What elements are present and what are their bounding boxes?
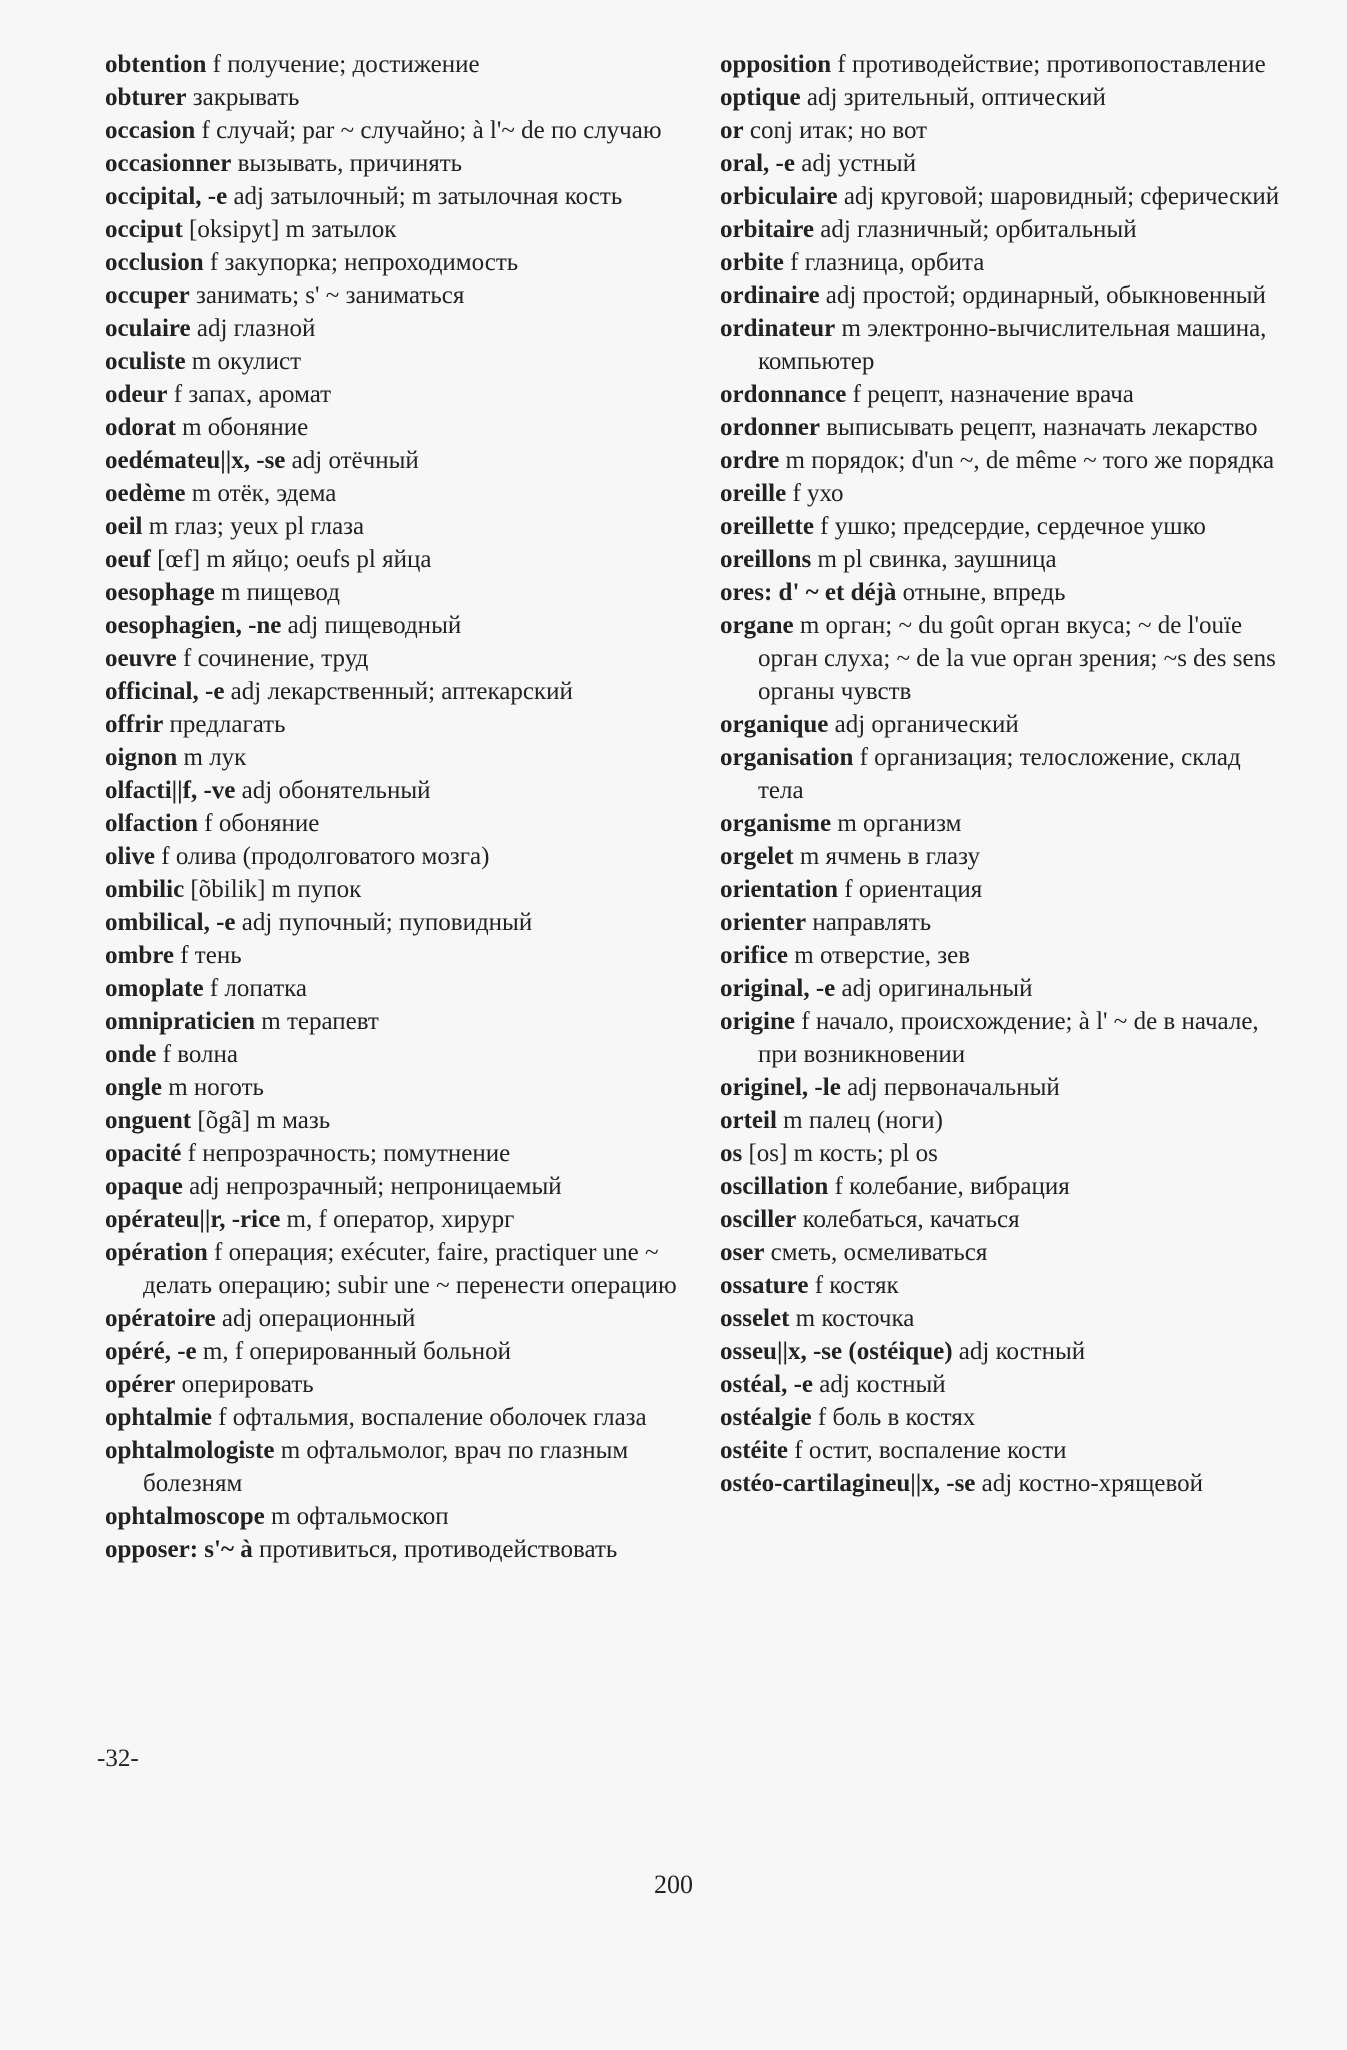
dictionary-entry (105, 675, 705, 708)
entry-headword: ordre (720, 447, 780, 474)
entry-translation: f начало, происхождение; à l' ~ de в начале, при возникновении (758, 1008, 1259, 1068)
entry-headword: ophtalmie (105, 1404, 212, 1431)
dictionary-entry (105, 807, 705, 840)
entry-headword: orientation (720, 876, 839, 903)
dictionary-entry (105, 1434, 705, 1500)
dictionary-entry (720, 1302, 1280, 1335)
dictionary-entry (105, 147, 705, 180)
dictionary-entry (720, 1401, 1280, 1434)
entry-translation: adj костный (813, 1371, 946, 1398)
dictionary-entry (720, 1434, 1280, 1467)
left-column (105, 48, 705, 1566)
entry-headword: oedème (105, 480, 186, 507)
entry-translation: m отверстие, зев (788, 942, 971, 969)
entry-headword: odeur (105, 381, 168, 408)
entry-headword: opposition (720, 51, 832, 78)
dictionary-entry (720, 543, 1280, 576)
entry-translation: adj глазной (190, 315, 316, 342)
entry-headword: oignon (105, 744, 178, 771)
entry-translation: предлагать (163, 711, 286, 738)
dictionary-entry (720, 48, 1280, 81)
entry-translation: [œf] m яйцо; oeufs pl яйца (150, 546, 432, 573)
dictionary-entry (720, 1170, 1280, 1203)
dictionary-entry (105, 1533, 705, 1566)
entry-translation: m терапевт (255, 1008, 379, 1035)
entry-translation: закрывать (186, 84, 300, 111)
entry-headword: organique (720, 711, 829, 738)
entry-headword: olive (105, 843, 155, 870)
entry-headword: oesophage (105, 579, 215, 606)
entry-translation: m отёк, эдема (185, 480, 337, 507)
dictionary-entry (105, 477, 705, 510)
entry-headword: ordonnance (720, 381, 847, 408)
entry-translation: adj глазничный; орбитальный (813, 216, 1137, 243)
entry-translation: f колебание, вибрация (828, 1173, 1070, 1200)
entry-translation: m pl свинка, заушница (811, 546, 1057, 573)
dictionary-entry (105, 1500, 705, 1533)
entry-headword: oreillons (720, 546, 812, 573)
entry-translation: [õgã] m мазь (191, 1107, 331, 1134)
entry-headword: oeuf (105, 546, 151, 573)
dictionary-entry (105, 1104, 705, 1137)
entry-headword: or (720, 117, 744, 144)
entry-headword: occuper (105, 282, 190, 309)
entry-translation: m ячмень в глазу (793, 843, 980, 870)
entry-headword: ostéite (720, 1437, 789, 1464)
entry-translation: f лопатка (203, 975, 308, 1002)
entry-headword: orbite (720, 249, 784, 276)
entry-headword: onguent (105, 1107, 192, 1134)
entry-headword: oculaire (105, 315, 191, 342)
entry-translation: adj непрозрачный; непроницаемый (182, 1173, 562, 1200)
dictionary-entry (720, 477, 1280, 510)
entry-translation: m электронно-вычислительная машина, компьютер (758, 315, 1267, 375)
dictionary-entry (105, 609, 705, 642)
entry-translation: f операция; exécuter, faire, practiquer une ~ делать операцию; subir une ~ перенести операцию (143, 1239, 677, 1299)
dictionary-entry (105, 213, 705, 246)
entry-translation: занимать; s' ~ заниматься (189, 282, 465, 309)
dictionary-entry (720, 1104, 1280, 1137)
entry-translation: f ухо (786, 480, 844, 507)
dictionary-entry (720, 444, 1280, 477)
entry-headword: orteil (720, 1107, 777, 1134)
page-number: 200 (654, 1870, 693, 1899)
dictionary-entry (720, 576, 1280, 609)
entry-headword: ossature (720, 1272, 809, 1299)
entry-translation: adj операционный (215, 1305, 416, 1332)
entry-translation: f олива (продолговатого мозга) (155, 843, 490, 870)
entry-headword: oral, -e (720, 150, 795, 177)
entry-headword: occipital, -e (105, 183, 228, 210)
entry-headword: occasionner (105, 150, 232, 177)
dictionary-entry (105, 246, 705, 279)
entry-headword: organisme (720, 810, 832, 837)
entry-translation: adj пупочный; пуповидный (235, 909, 533, 936)
dictionary-entry (105, 114, 705, 147)
entry-translation: [oksipyt] m затылок (182, 216, 397, 243)
dictionary-entry (720, 510, 1280, 543)
dictionary-entry (105, 345, 705, 378)
entry-headword: osciller (720, 1206, 797, 1233)
dictionary-entry (720, 840, 1280, 873)
entry-headword: orifice (720, 942, 789, 969)
dictionary-entry (105, 972, 705, 1005)
entry-headword: ostéalgie (720, 1404, 812, 1431)
dictionary-entry (105, 906, 705, 939)
entry-headword: original, -e (720, 975, 836, 1002)
entry-translation: m пищевод (214, 579, 340, 606)
entry-headword: olfaction (105, 810, 199, 837)
dictionary-entry (720, 708, 1280, 741)
entry-translation: m лук (177, 744, 247, 771)
entry-translation: m, f оператор, хирург (280, 1206, 515, 1233)
dictionary-entry (720, 213, 1280, 246)
entry-headword: origine (720, 1008, 795, 1035)
entry-headword: osselet (720, 1305, 790, 1332)
entry-headword: odorat (105, 414, 176, 441)
entry-translation: f остит, воспаление кости (788, 1437, 1067, 1464)
dictionary-entry (720, 873, 1280, 906)
entry-translation: m орган; ~ du goût орган вкуса; ~ de l'ouïe орган слуха; ~ de la vue орган зрения; ~s des sens органы чувств (758, 612, 1276, 705)
dictionary-entry (720, 807, 1280, 840)
dictionary-entry (720, 1236, 1280, 1269)
entry-translation: f костяк (808, 1272, 899, 1299)
dictionary-entry (105, 312, 705, 345)
entry-translation: сметь, осмеливаться (764, 1239, 988, 1266)
dictionary-entry (720, 939, 1280, 972)
entry-translation: [õbilik] m пупок (184, 876, 362, 903)
folio-mark: -32- (97, 1745, 139, 1772)
entry-headword: ongle (105, 1074, 162, 1101)
dictionary-entry (720, 411, 1280, 444)
dictionary-entry (105, 642, 705, 675)
entry-headword: organe (720, 612, 794, 639)
entry-translation: вызывать, причинять (231, 150, 463, 177)
entry-translation: f противодействие; противопоставление (831, 51, 1266, 78)
entry-headword: oeuvre (105, 645, 177, 672)
dictionary-entry (105, 1038, 705, 1071)
entry-translation: f случай; par ~ случайно; à l'~ de по случаю (195, 117, 662, 144)
dictionary-entry (105, 378, 705, 411)
entry-translation: f ориентация (838, 876, 983, 903)
entry-translation: колебаться, качаться (796, 1206, 1020, 1233)
dictionary-entry (105, 48, 705, 81)
dictionary-entry (720, 609, 1280, 708)
dictionary-entry (105, 1170, 705, 1203)
entry-headword: onde (105, 1041, 157, 1068)
entry-translation: f тень (173, 942, 242, 969)
dictionary-entry (105, 873, 705, 906)
dictionary-entry (720, 279, 1280, 312)
entry-translation: f ушко; предсердие, сердечное ушко (813, 513, 1206, 540)
entry-translation: adj костно-хрящевой (975, 1470, 1204, 1497)
entry-headword: omnipraticien (105, 1008, 255, 1035)
dictionary-entry (105, 279, 705, 312)
entry-translation: m офтальмоскоп (264, 1503, 449, 1530)
entry-translation: adj круговой; шаровидный; сферический (837, 183, 1280, 210)
entry-translation: выписывать рецепт, назначать лекарство (820, 414, 1258, 441)
entry-translation: adj простой; ординарный, обыкновенный (819, 282, 1266, 309)
entry-headword: ordonner (720, 414, 820, 441)
entry-translation: m офтальмолог, врач по глазным болезням (143, 1437, 629, 1497)
entry-headword: opération (105, 1239, 208, 1266)
dictionary-entry (105, 741, 705, 774)
dictionary-entry (720, 378, 1280, 411)
entry-headword: oculiste (105, 348, 186, 375)
dictionary-entry (105, 510, 705, 543)
entry-headword: opaque (105, 1173, 183, 1200)
entry-headword: opérateu||r, -rice (105, 1206, 281, 1233)
entry-translation: f боль в костях (811, 1404, 976, 1431)
dictionary-entry (720, 81, 1280, 114)
entry-translation: отныне, впредь (896, 579, 1066, 606)
entry-headword: oreille (720, 480, 787, 507)
entry-translation: m палец (ноги) (776, 1107, 943, 1134)
dictionary-entry (720, 1137, 1280, 1170)
dictionary-entry (105, 1236, 705, 1302)
dictionary-entry (105, 1203, 705, 1236)
dictionary-entry (105, 1368, 705, 1401)
entry-headword: ostéal, -e (720, 1371, 814, 1398)
entry-headword: originel, -le (720, 1074, 841, 1101)
entry-headword: orbiculaire (720, 183, 838, 210)
entry-translation: f запах, аромат (167, 381, 332, 408)
entry-headword: orbitaire (720, 216, 814, 243)
dictionary-entry (720, 1467, 1280, 1500)
entry-headword: ophtalmoscope (105, 1503, 265, 1530)
entry-translation: противиться, противодействовать (252, 1536, 618, 1563)
entry-headword: ostéo-cartilagineu||x, -se (720, 1470, 976, 1497)
entry-headword: ores: d' ~ et déjà (720, 579, 897, 606)
entry-translation: [os] m кость; pl os (742, 1140, 938, 1167)
entry-translation: m косточка (789, 1305, 915, 1332)
entry-translation: m глаз; yeux pl глаза (142, 513, 365, 540)
entry-translation: f офтальмия, воспаление оболочек глаза (211, 1404, 647, 1431)
entry-headword: ombre (105, 942, 174, 969)
entry-translation: adj первоначальный (840, 1074, 1060, 1101)
entry-headword: orienter (720, 909, 807, 936)
dictionary-entry (105, 576, 705, 609)
entry-translation: оперировать (175, 1371, 314, 1398)
entry-translation: f глазница, орбита (783, 249, 985, 276)
entry-headword: opérer (105, 1371, 176, 1398)
entry-headword: occasion (105, 117, 196, 144)
dictionary-entry (105, 81, 705, 114)
entry-headword: oreillette (720, 513, 814, 540)
entry-headword: offrir (105, 711, 164, 738)
entry-headword: opéré, -e (105, 1338, 197, 1365)
entry-headword: ordinaire (720, 282, 820, 309)
entry-translation: f сочинение, труд (176, 645, 369, 672)
right-column (720, 48, 1280, 1500)
dictionary-entry (720, 1368, 1280, 1401)
entry-headword: olfacti||f, -ve (105, 777, 236, 804)
entry-translation: conj итак; но вот (743, 117, 928, 144)
entry-headword: occiput (105, 216, 183, 243)
entry-translation: m порядок; d'un ~, de même ~ того же порядка (779, 447, 1275, 474)
entry-headword: officinal, -e (105, 678, 225, 705)
dictionary-entry (105, 180, 705, 213)
entry-translation: adj органический (828, 711, 1019, 738)
entry-translation: adj пищеводный (281, 612, 462, 639)
dictionary-entry (720, 147, 1280, 180)
entry-headword: opacité (105, 1140, 182, 1167)
entry-translation: f обоняние (198, 810, 320, 837)
entry-headword: orgelet (720, 843, 794, 870)
entry-translation: adj оригинальный (835, 975, 1033, 1002)
entry-headword: oser (720, 1239, 765, 1266)
entry-translation: направлять (806, 909, 932, 936)
entry-translation: adj отёчный (285, 447, 419, 474)
dictionary-entry (720, 741, 1280, 807)
entry-translation: m окулист (185, 348, 302, 375)
dictionary-entry (720, 1071, 1280, 1104)
entry-translation: f закупорка; непроходимость (203, 249, 519, 276)
dictionary-entry (720, 906, 1280, 939)
entry-translation: f получение; достижение (206, 51, 480, 78)
dictionary-entry (720, 1203, 1280, 1236)
entry-headword: osseu||x, -se (ostéique) (720, 1338, 953, 1365)
entry-translation: f организация; телосложение, склад тела (758, 744, 1241, 804)
entry-translation: m, f оперированный больной (196, 1338, 512, 1365)
entry-headword: ordinateur (720, 315, 836, 342)
dictionary-entry (105, 1302, 705, 1335)
dictionary-entry (105, 411, 705, 444)
dictionary-entry (720, 1005, 1280, 1071)
entry-headword: ombilical, -e (105, 909, 236, 936)
entry-headword: organisation (720, 744, 854, 771)
dictionary-entry (105, 1137, 705, 1170)
entry-headword: ophtalmologiste (105, 1437, 275, 1464)
entry-headword: oedémateu||x, -se (105, 447, 286, 474)
dictionary-entry (720, 1269, 1280, 1302)
dictionary-entry (105, 444, 705, 477)
dictionary-entry (105, 840, 705, 873)
entry-headword: os (720, 1140, 743, 1167)
entry-translation: adj устный (794, 150, 917, 177)
entry-headword: oeil (105, 513, 143, 540)
dictionary-entry (720, 114, 1280, 147)
entry-headword: obtention (105, 51, 207, 78)
entry-translation: m ноготь (161, 1074, 264, 1101)
entry-translation: m обоняние (175, 414, 309, 441)
entry-headword: occlusion (105, 249, 204, 276)
dictionary-entry (105, 1071, 705, 1104)
dictionary-entry (105, 939, 705, 972)
dictionary-entry (720, 180, 1280, 213)
entry-translation: adj зрительный, оптический (800, 84, 1106, 111)
dictionary-entry (105, 1401, 705, 1434)
entry-headword: oesophagien, -ne (105, 612, 282, 639)
entry-headword: obturer (105, 84, 187, 111)
entry-headword: oscillation (720, 1173, 829, 1200)
dictionary-entry (105, 543, 705, 576)
entry-translation: f волна (156, 1041, 238, 1068)
dictionary-entry (105, 1005, 705, 1038)
dictionary-entry (105, 708, 705, 741)
entry-headword: ombilic (105, 876, 185, 903)
dictionary-entry (105, 774, 705, 807)
entry-translation: adj затылочный; m затылочная кость (227, 183, 623, 210)
entry-translation: adj лекарственный; аптекарский (224, 678, 573, 705)
entry-translation: adj костный (952, 1338, 1086, 1365)
dictionary-entry (105, 1335, 705, 1368)
entry-headword: optique (720, 84, 801, 111)
entry-headword: omoplate (105, 975, 204, 1002)
entry-translation: adj обонятельный (235, 777, 431, 804)
dictionary-entry (720, 1335, 1280, 1368)
entry-translation: f непрозрачность; помутнение (181, 1140, 511, 1167)
dictionary-entry (720, 246, 1280, 279)
entry-translation: m организм (831, 810, 962, 837)
dictionary-entry (720, 312, 1280, 378)
entry-headword: opératoire (105, 1305, 216, 1332)
dictionary-entry (720, 972, 1280, 1005)
entry-headword: opposer: s'~ à (105, 1536, 253, 1563)
entry-translation: f рецепт, назначение врача (846, 381, 1134, 408)
